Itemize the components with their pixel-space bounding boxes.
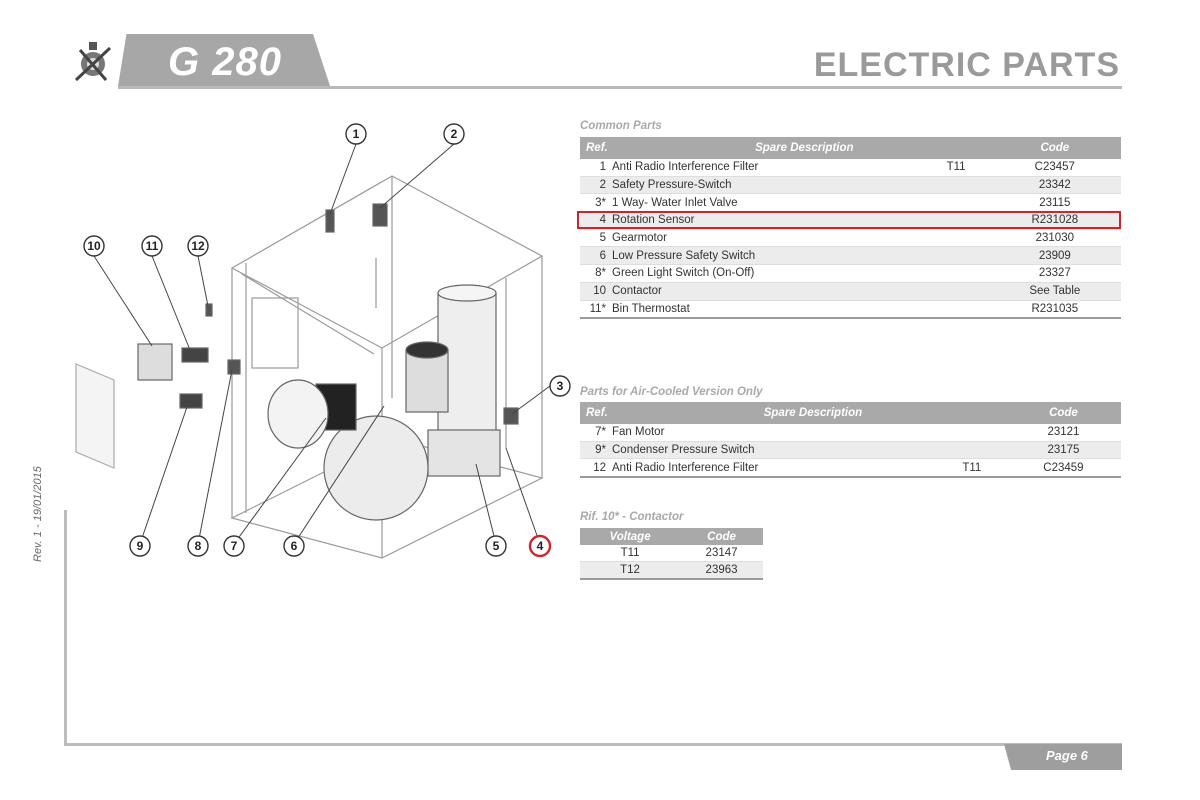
code-header: Code <box>989 137 1121 159</box>
table-row <box>580 282 1121 300</box>
table-row <box>580 247 1121 265</box>
part-description <box>580 194 924 212</box>
part-ref: 7* <box>595 426 606 439</box>
contactor-code: 23147 <box>680 545 763 562</box>
contactor-code: 23963 <box>680 562 763 580</box>
part-ref: 3* <box>595 196 606 209</box>
part-ref: 10 <box>593 285 606 298</box>
part-description-text: Rotation Sensor <box>612 214 695 227</box>
svg-text:8: 8 <box>194 539 202 553</box>
part-voltage: T11 <box>938 459 1006 477</box>
part-description <box>580 159 924 176</box>
part-voltage <box>938 441 1006 459</box>
part-ref: 8* <box>595 267 606 280</box>
callout-3[interactable] <box>550 376 570 396</box>
section-title: ELECTRIC PARTS <box>813 46 1120 84</box>
part-description-text: 1 Way- Water Inlet Valve <box>612 196 738 209</box>
part-voltage <box>924 229 989 247</box>
svg-text:4: 4 <box>536 539 544 553</box>
callout-12[interactable] <box>188 236 208 256</box>
part-code: See Table <box>989 282 1121 300</box>
part-code: 23115 <box>989 194 1121 212</box>
part-voltage <box>924 265 989 283</box>
part-code: 23175 <box>1006 441 1121 459</box>
part-description <box>580 265 924 283</box>
code-header: Code <box>1006 402 1121 424</box>
part-description-text: Anti Radio Interference Filter <box>612 161 759 174</box>
svg-text:11: 11 <box>145 239 159 253</box>
callout-7[interactable] <box>224 536 244 556</box>
ref-header: Ref. <box>580 137 620 159</box>
ref-header: Ref. <box>580 402 620 424</box>
part-description <box>580 459 938 477</box>
part-description <box>580 441 938 459</box>
revision-label: Rev. 1 - 19/01/2015 <box>32 466 44 562</box>
callout-11[interactable] <box>142 236 162 256</box>
callout-6[interactable] <box>284 536 304 556</box>
contactor-voltage: T11 <box>580 545 680 562</box>
svg-text:12: 12 <box>191 239 205 253</box>
table-row <box>580 176 1121 194</box>
part-ref: 2 <box>599 179 606 192</box>
callout-5[interactable] <box>486 536 506 556</box>
part-voltage <box>924 300 989 318</box>
part-description <box>580 176 924 194</box>
table-row <box>580 265 1121 283</box>
voltage-header: Voltage <box>580 528 680 545</box>
table-row <box>580 562 763 580</box>
part-ref: 11* <box>589 302 606 315</box>
rotation-sensor-highlight <box>577 211 1121 229</box>
part-voltage <box>924 247 989 265</box>
svg-text:6: 6 <box>290 539 298 553</box>
contactor-caption: Rif. 10* - Contactor <box>580 511 684 523</box>
header-divider <box>118 86 1122 89</box>
part-code: C23459 <box>1006 459 1121 477</box>
description-header: Spare Description <box>620 402 1006 424</box>
part-description <box>580 282 924 300</box>
air-cooled-parts-table <box>580 402 1121 478</box>
part-ref: 5 <box>599 232 606 245</box>
page-number: Page 6 <box>1046 748 1088 763</box>
part-voltage <box>938 424 1006 441</box>
part-description-text: Gearmotor <box>612 232 667 245</box>
part-ref: 12 <box>593 461 606 474</box>
part-ref: 6 <box>599 249 606 262</box>
part-description <box>580 247 924 265</box>
part-description-text: Bin Thermostat <box>612 302 690 315</box>
part-voltage <box>924 176 989 194</box>
part-description-text: Contactor <box>612 285 662 298</box>
air-cooled-caption: Parts for Air-Cooled Version Only <box>580 386 763 398</box>
svg-text:2: 2 <box>450 127 458 141</box>
part-ref: 9* <box>595 444 606 457</box>
part-voltage <box>924 282 989 300</box>
part-ref: 1 <box>599 161 606 174</box>
svg-text:9: 9 <box>136 539 144 553</box>
code-header: Code <box>680 528 763 545</box>
description-header: Spare Description <box>620 137 989 159</box>
part-code: 23327 <box>989 265 1121 283</box>
svg-text:10: 10 <box>87 239 101 253</box>
part-description <box>580 229 924 247</box>
table-row <box>580 459 1121 477</box>
svg-text:1: 1 <box>352 127 360 141</box>
part-voltage <box>924 194 989 212</box>
part-description <box>580 424 938 441</box>
table-row <box>580 545 763 562</box>
svg-text:3: 3 <box>556 379 564 393</box>
callout-10[interactable] <box>84 236 104 256</box>
part-code: 23909 <box>989 247 1121 265</box>
table-row <box>580 194 1121 212</box>
part-description <box>580 300 924 318</box>
callout-2[interactable] <box>444 124 464 144</box>
machine-components <box>76 204 518 520</box>
part-description-text: Fan Motor <box>612 426 665 439</box>
contactor-table <box>580 528 763 580</box>
part-description-text: Condenser Pressure Switch <box>612 444 755 457</box>
part-code: R231028 <box>989 212 1121 230</box>
table-row <box>580 300 1121 318</box>
logo-icon <box>70 40 116 93</box>
part-code: C23457 <box>989 159 1121 176</box>
part-description-text: Safety Pressure-Switch <box>612 179 732 192</box>
contactor-voltage: T12 <box>580 562 680 580</box>
callout-8[interactable] <box>188 536 208 556</box>
callout-1[interactable] <box>346 124 366 144</box>
svg-text:5: 5 <box>492 539 500 553</box>
table-row <box>580 229 1121 247</box>
callout-4[interactable] <box>530 536 550 556</box>
part-description-text: Low Pressure Safety Switch <box>612 249 756 262</box>
model-title: G 280 <box>168 40 282 84</box>
svg-text:7: 7 <box>230 539 238 553</box>
table-row <box>580 441 1121 459</box>
part-voltage: T11 <box>924 159 989 176</box>
part-code: 23342 <box>989 176 1121 194</box>
part-ref: 4 <box>599 214 606 227</box>
exploded-parts-diagram <box>66 118 586 568</box>
part-code: 23121 <box>1006 424 1121 441</box>
part-description-text: Green Light Switch (On-Off) <box>612 267 755 280</box>
table-row <box>580 424 1121 441</box>
part-code: R231035 <box>989 300 1121 318</box>
table-row <box>580 159 1121 176</box>
part-description-text: Anti Radio Interference Filter <box>612 461 759 474</box>
common-parts-caption: Common Parts <box>580 120 662 132</box>
part-code: 231030 <box>989 229 1121 247</box>
footer-divider <box>64 743 1122 746</box>
callout-9[interactable] <box>130 536 150 556</box>
